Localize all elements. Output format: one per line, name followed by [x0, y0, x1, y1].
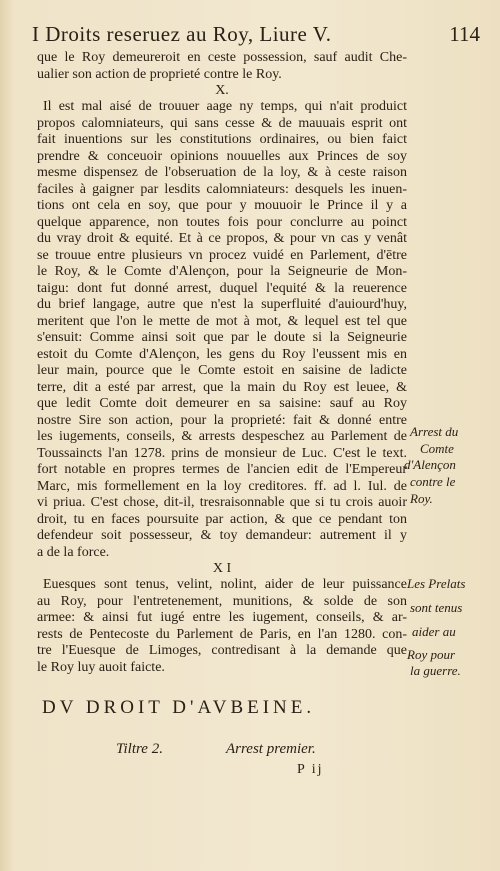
text-line: Euesques sont tenus, velint, nolint, aider de leur puissance — [43, 577, 407, 592]
text-line: se trouue entre plusieurs vn procez vuidé en Parlement, d'ētre — [37, 247, 407, 263]
text-line: fort notable en propres termes de l'ancien edit de l'Empereur — [37, 462, 407, 477]
running-header — [32, 22, 480, 48]
text-line: du vray droit & equité. Et à ce propos, & pour vn cas y venât — [37, 231, 407, 246]
text-line: estoit du Comte d'Alençon, les gens du Roy l'eussent mis en — [37, 346, 407, 362]
text-line: les iugements, conseils, & arrests despeschez au Parlement de — [37, 429, 407, 444]
text-line: que le Roy demeureroit en ceste possession, sauf audit Che- — [37, 50, 407, 65]
text-line: vi priua. C'est chose, dit-il, tresraisonnable que si tu crois auoir — [37, 495, 407, 510]
text-line: le Roy luy auoit faicte. — [37, 659, 165, 675]
text-line: nostre Sire son action, pour la proprieté: fait & donné entre — [37, 412, 407, 428]
section-number-x: X. — [215, 83, 229, 98]
main-text — [37, 50, 407, 676]
section-number-xi: X I — [212, 561, 232, 576]
chapter-heading: DV DROIT D'AVBEINE. — [42, 697, 316, 718]
margin-note-arrest: contre le — [410, 474, 456, 489]
text-line: du brief langage, autre que n'est la superfluité d'auiourd'huy, — [37, 297, 407, 312]
text-line: prendre & conceuoir opinions nouuelles aux Princes de soy — [37, 148, 407, 164]
text-line: taigu: dont fut donné arrest, duquel l'equité & la reuerence — [37, 280, 407, 296]
text-line: droit, tu en faces poursuite par action, & que ce pendant ton — [37, 511, 407, 527]
margin-note-arrest: Comte — [420, 441, 454, 456]
text-line: Toussaincts l'an 1278. prins de monsieur de Luc. C'est le text. — [37, 445, 407, 461]
text-line: armee: & ainsi fut iugé entre les iugement, conseils, & ar- — [37, 610, 407, 625]
margin-note-prelats: Les Prelats — [407, 576, 466, 591]
text-line: le Roy, & le Comte d'Alençon, pour la Seigneurie de Mon- — [37, 264, 407, 279]
text-line: tions ont cela en soy, que pour y mouuoir le Prince il y a — [37, 198, 407, 213]
text-line: propos calomniateurs, qui sans cesse & de mauuais esprit ont — [37, 115, 407, 131]
margin-note-prelats: aider au — [412, 624, 456, 639]
text-line: au Roy, pour l'entretenement, munitions, & solde de son — [37, 593, 407, 609]
margin-note-arrest: Arrest du — [410, 424, 459, 439]
titre-label: Tiltre 2. — [116, 741, 163, 757]
margin-note-prelats: Roy pour — [407, 647, 456, 662]
text-line: a de la force. — [37, 544, 110, 560]
text-line: faciles à gaigner par lesdits calomniateurs: desquels les inuen- — [37, 181, 407, 197]
margin-note-prelats: sont tenus — [410, 600, 463, 615]
text-line: terre, dit a esté par arrest, que la main du Roy est leuee, & — [37, 379, 407, 395]
text-line: meritent que l'on le mette de mot à mot, & lequel est tel que — [37, 313, 407, 329]
text-line: ualier son action de proprieté contre le Roy. — [37, 66, 282, 82]
text-line: que ledit Comte doit demeurer en sa saisine: sauf au Roy — [37, 396, 407, 411]
signature-mark: P ij — [297, 762, 324, 777]
text-line: Il est mal aisé de trouuer aage ny temps, qui n'ait produict — [43, 99, 407, 114]
arrest-label: Arrest premier. — [226, 741, 316, 757]
folio-number: 114 — [449, 22, 480, 46]
text-line: defendeur soit possesseur, & toy demandeur: autrement il y — [37, 528, 407, 543]
text-line: rests de Pentecoste du Parlement de Paris, en l'an 1280. con- — [37, 626, 407, 642]
text-line: fait inuentions sur les constitutions ordinaires, ou bien faict — [37, 132, 407, 147]
text-line: mesme dispensez de l'obseruation de la loy, & à ceste raison — [37, 165, 407, 180]
text-line: s'ensuit: Comme ainsi soit que par le doute si la Seigneurie — [37, 330, 407, 345]
margin-note-arrest: d'Alençon — [404, 457, 456, 472]
margin-note-prelats: la guerre. — [410, 663, 461, 678]
text-line: quelque apparence, non toutes fois pour conclurre au poinct — [37, 214, 407, 230]
margin-note-arrest: Roy. — [410, 491, 433, 506]
text-line: Marc, mis formellement en la loy creditores. ff. ad l. Iul. de — [37, 478, 407, 494]
text-line: leur main, pource que le Comte estoit en saisine de ladicte — [37, 363, 407, 378]
running-title: I Droits reseruez au Roy, Liure V. — [32, 22, 332, 46]
text-line: tre l'Euesque de Limoges, contredisant à la demande que — [37, 643, 407, 658]
